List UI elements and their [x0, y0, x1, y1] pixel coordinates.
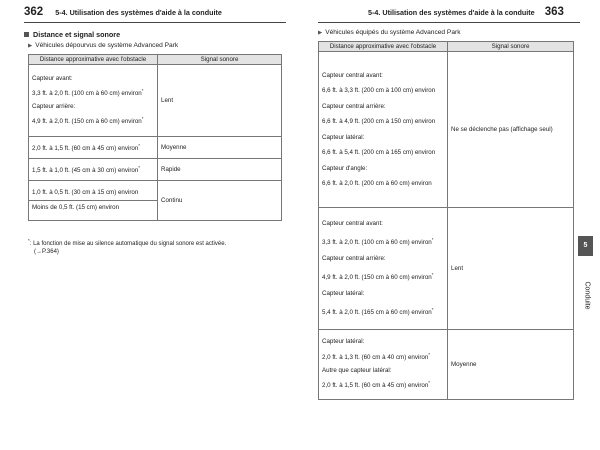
footnote-marker: * [141, 115, 144, 121]
signal-cell: Moyenne [448, 330, 574, 400]
cell-line: 1,0 ft. à 0,5 ft. (30 cm à 15 cm) environ [29, 186, 157, 201]
square-bullet-icon [24, 32, 29, 37]
right-table [318, 41, 574, 400]
cell-line: 1,5 ft. à 1,0 ft. (45 cm à 30 cm) environ* [32, 165, 141, 175]
cell-line: Capteur latéral: [322, 133, 365, 141]
cell-line: Capteur latéral: [322, 338, 365, 346]
right-header-rule [318, 22, 580, 23]
footnote-marker: * [431, 307, 434, 313]
footnote-marker: * [428, 351, 431, 357]
footnote-marker: * [431, 271, 434, 277]
distance-cell [29, 65, 158, 137]
footnote-marker: * [428, 380, 431, 385]
left-subtitle [28, 42, 178, 49]
right-col-distance-header: Distance approximative avec l'obstacle [319, 42, 448, 52]
left-subtitle-text: Véhicules dépourvus de système Advanced Park [35, 42, 179, 49]
section-title-text: Distance et signal sonore [33, 30, 121, 39]
cell-line: 2,0 ft. à 1,3 ft. (60 cm à 40 cm) environ* [322, 351, 431, 361]
cell-line: Capteur central arrière: [322, 102, 386, 110]
cell-line: Capteur central avant: [322, 219, 383, 227]
left-col-signal-header: Signal sonore [158, 55, 282, 65]
footnote-marker: * [141, 88, 144, 94]
signal-cell: Moyenne [158, 137, 282, 159]
distance-cell [319, 330, 448, 400]
right-page-header [368, 6, 564, 18]
cell-line: Capteur latéral: [322, 290, 365, 298]
footnote-marker: * [138, 165, 141, 171]
footnote-mark: * [28, 238, 30, 243]
cell-line: 3,3 ft. à 2,0 ft. (100 cm à 60 cm) environ* [32, 88, 144, 98]
table-row [319, 52, 574, 208]
left-page-header [24, 6, 222, 18]
table-row [29, 137, 282, 159]
distance-cell [319, 208, 448, 330]
footnote-marker: * [138, 143, 141, 149]
cell-line: 5,4 ft. à 2,0 ft. (165 cm à 60 cm) environ* [322, 307, 434, 317]
signal-cell: Rapide [158, 159, 282, 181]
right-subtitle-text: Véhicules équipés du système Advanced Park [325, 29, 461, 36]
left-header-rule [24, 22, 286, 23]
distance-cell [29, 159, 158, 181]
left-page-number: 362 [24, 6, 44, 18]
cell-line: Capteur avant: [32, 75, 73, 83]
signal-cell: Lent [448, 208, 574, 330]
footnote-reference: (→P.364) [34, 249, 59, 255]
cell-line: Moins de 0,5 ft. (15 cm) environ [32, 204, 120, 211]
table-row [29, 159, 282, 181]
cell-line: 4,9 ft. à 2,0 ft. (150 cm à 60 cm) environ* [32, 115, 144, 125]
right-col-signal-header: Signal sonore [448, 42, 574, 52]
cell-line: 6,6 ft. à 2,0 ft. (200 cm à 60 cm) environ [322, 180, 432, 187]
right-header-title: 5-4. Utilisation des systèmes d'aide à la conduite [368, 8, 535, 17]
footnote [28, 237, 284, 256]
cell-line: 2,0 ft. à 1,5 ft. (60 cm à 45 cm) environ* [32, 143, 141, 153]
right-page-number: 363 [544, 6, 564, 18]
triangle-bullet-icon: ▶ [28, 43, 33, 49]
left-col-distance-header: Distance approximative avec l'obstacle [29, 55, 158, 65]
cell-line: 3,3 ft. à 2,0 ft. (100 cm à 60 cm) environ* [322, 236, 434, 246]
cell-line: 4,9 ft. à 2,0 ft. (150 cm à 60 cm) environ* [322, 271, 434, 282]
table-row [29, 181, 282, 221]
triangle-bullet-icon: ▶ [318, 30, 323, 36]
cell-line: 6,6 ft. à 3,3 ft. (200 cm à 100 cm) environ [322, 87, 436, 94]
cell-line: 2,0 ft. à 1,5 ft. (60 cm à 45 cm) environ* [322, 380, 431, 390]
cell-line: Capteur central arrière: [322, 254, 386, 262]
cell-line: Capteur d'angle: [322, 164, 368, 172]
signal-cell: Ne se déclenche pas (affichage seul) [448, 52, 574, 208]
left-table [28, 54, 282, 221]
cell-line: 6,6 ft. à 4,9 ft. (200 cm à 150 cm) environ [322, 118, 436, 125]
footnote-text: : La fonction de mise au silence automatique du signal sonore est activée. [29, 241, 227, 247]
distance-cell [319, 52, 448, 208]
distance-cell [29, 181, 158, 221]
signal-cell: Continu [158, 181, 282, 221]
signal-cell: Lent [158, 65, 282, 137]
right-subtitle [318, 29, 461, 36]
distance-cell [29, 137, 158, 159]
table-row [319, 208, 574, 330]
chapter-tab-label: Conduite [583, 281, 591, 310]
left-header-title: 5-4. Utilisation des systèmes d'aide à la conduite [55, 8, 222, 17]
table-row [29, 65, 282, 137]
cell-line: Autre que capteur latéral: [322, 366, 392, 374]
footnote-marker: * [431, 236, 434, 242]
chapter-tab: 5 [578, 236, 593, 256]
cell-line: 6,6 ft. à 5,4 ft. (200 cm à 165 cm) environ [322, 149, 436, 156]
section-title [24, 30, 120, 39]
table-row [319, 330, 574, 400]
cell-line: Capteur central avant: [322, 71, 383, 79]
cell-line: Capteur arrière: [32, 102, 76, 110]
